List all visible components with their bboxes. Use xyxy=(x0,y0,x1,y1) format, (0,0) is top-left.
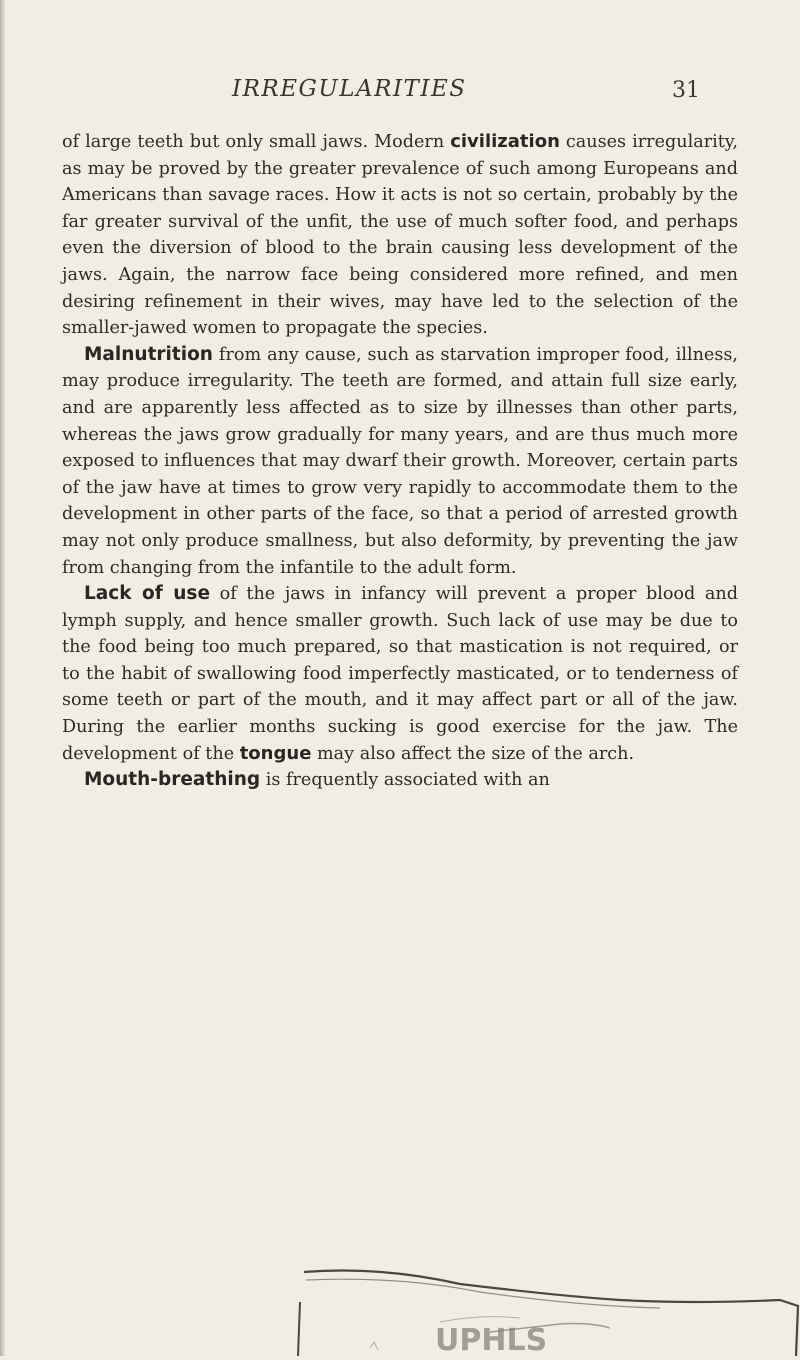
paragraph-1-text-b: causes irregularity, as may be proved by the greater prevalence of such among Europeans and Americans than savage races. How it acts is not so certain, probably by the far greater survival of the unfit, the use of much softer food, and perhaps even the diversion of blood to the brain causing less development of the jaws. Again, the narrow face being considered more refined, and men desiring refinement in their wives, may have led to the selection of the smaller-jawed women to propagate the species. xyxy=(62,132,738,339)
keyword-mouth-breathing: Mouth-breathing xyxy=(84,769,261,791)
keyword-tongue: tongue xyxy=(239,742,312,764)
keyword-civilization: civilization xyxy=(450,131,560,152)
page-header xyxy=(0,76,800,106)
running-head: IRREGULARITIES xyxy=(232,76,467,102)
stamp-graphic xyxy=(260,1262,800,1356)
paragraph-3-text-b: may also affect the size of the arch. xyxy=(311,743,635,764)
paragraph-4 xyxy=(62,767,738,794)
library-stamp-icon xyxy=(260,1262,800,1356)
paragraph-2-text: from any cause, such as starvation improper food, illness, may produce irregularity. The teeth are formed, and attain full size early, and are apparently less affected as to size by illnesses than other parts, whereas the jaws grow gradually for many years, and are thus much more exposed to influences that may dwarf their growth. Moreover, certain parts of the jaw have at times to grow very rapidly to accommodate them to the development in other parts of the face, so that a period of arrested growth may not only produce smallness, but also deformity, by preventing the jaw from changing from the infantile to the adult form. xyxy=(62,344,738,578)
keyword-malnutrition: Malnutrition xyxy=(84,343,213,365)
keyword-lack-of-use: Lack of use xyxy=(84,583,210,605)
svg-text:UPHLS: UPHLS xyxy=(435,1323,548,1356)
paragraph-2 xyxy=(62,342,738,581)
page-edge xyxy=(0,0,5,1356)
paragraph-4-text: is frequently associated with an xyxy=(260,770,550,791)
page-number: 31 xyxy=(672,78,700,103)
body-text xyxy=(62,129,738,794)
paragraph-3-text-a: of the jaws in infancy will prevent a proper blood and lymph supply, and hence smaller growth. Such lack of use may be due to the food being too much prepared, so that mastication is not required, or to the habit of swallowing food imperfectly masticated, or to tenderness of some teeth or part of the mouth, and it may affect part or all of the jaw. During the earlier months sucking is good exercise for the jaw. The development of the xyxy=(62,584,738,764)
paragraph-1 xyxy=(62,129,738,342)
paragraph-3 xyxy=(62,581,738,767)
paragraph-1-text-a: of large teeth but only small jaws. Modern xyxy=(62,132,451,152)
